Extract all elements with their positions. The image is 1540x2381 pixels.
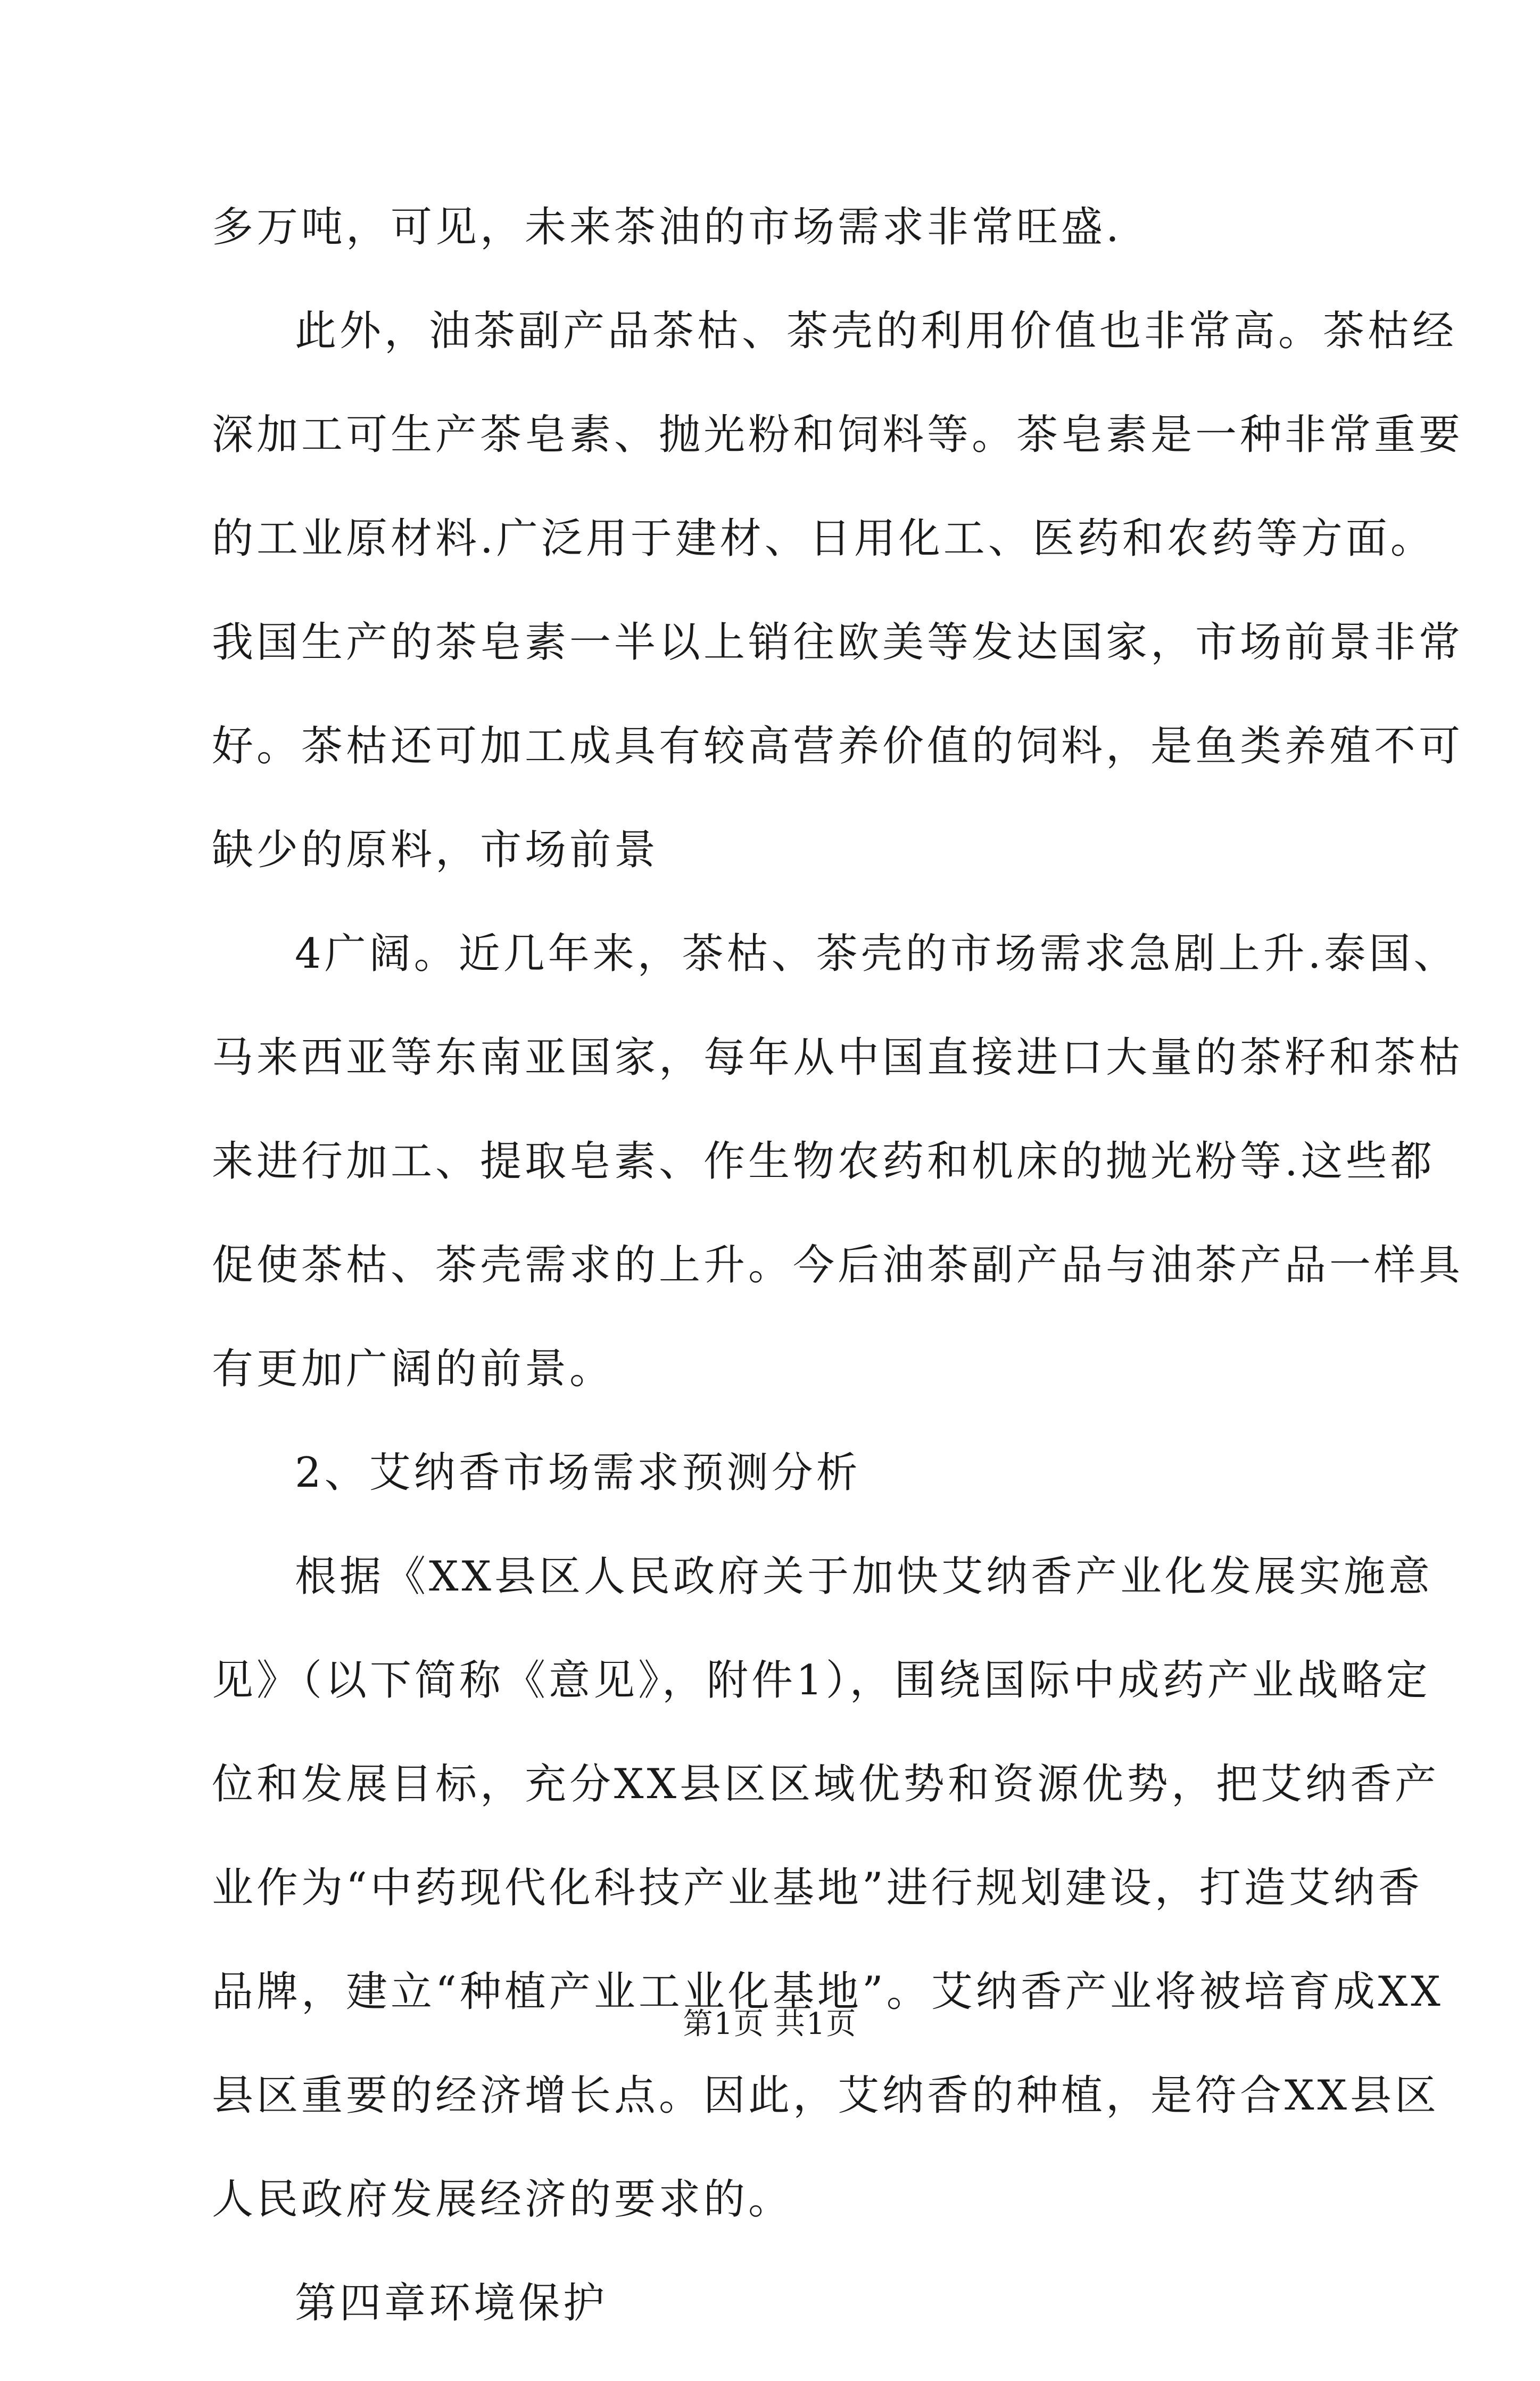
- text-line: 县区重要的经济增长点。因此，艾纳香的种植，是符合XX县区: [212, 2072, 1440, 2120]
- text-line: 此外，油茶副产品茶枯、茶壳的利用价值也非常高。茶枯经: [295, 307, 1458, 355]
- text-line: 多万吨，可见，未来茶油的市场需求非常旺盛.: [212, 203, 1122, 251]
- text-line: 4广阔。近几年来，茶枯、茶壳的市场需求急剧上升.泰国、: [295, 930, 1459, 978]
- text-line: 的工业原材料.广泛用于建材、日用化工、医药和农药等方面。: [212, 515, 1435, 563]
- text-line: 来进行加工、提取皂素、作生物农药和机床的抛光粉等.这些都: [212, 1138, 1435, 1185]
- text-line: 业作为“中药现代化科技产业基地”进行规划建设，打造艾纳香: [212, 1864, 1423, 1912]
- text-line: 2、艾纳香市场需求预测分析: [295, 1449, 861, 1497]
- text-line: 我国生产的茶皂素一半以上销往欧美等发达国家，市场前景非常: [212, 619, 1464, 666]
- text-line: 人民政府发展经济的要求的。: [212, 2176, 793, 2223]
- text-line: 有更加广阔的前景。: [212, 1345, 615, 1393]
- text-line: 品牌，建立“种植产业工业化基地”。艾纳香产业将被培育成XX: [212, 1968, 1444, 2016]
- text-line: 见》（以下简称《意见》，附件1），围绕国际中成药产业战略定: [212, 1657, 1431, 1704]
- text-line: 位和发展目标，充分XX县区区域优势和资源优势，把艾纳香产: [212, 1760, 1440, 1808]
- text-line: 马来西亚等东南亚国家，每年从中国直接进口大量的茶籽和茶枯: [212, 1034, 1464, 1082]
- document-body: [212, 201, 1464, 2381]
- text-line: 根据《XX县区人民政府关于加快艾纳香产业化发展实施意: [295, 1553, 1434, 1601]
- text-line: 缺少的原料，市场前景: [212, 826, 659, 874]
- text-line: 第四章环境保护: [295, 2279, 608, 2327]
- text-line: 促使茶枯、茶壳需求的上升。今后油茶副产品与油茶产品一样具: [212, 1241, 1464, 1289]
- page-footer: 第1页 共1页: [683, 2007, 857, 2041]
- text-line: 好。茶枯还可加工成具有较高营养价值的饲料，是鱼类养殖不可: [212, 722, 1464, 770]
- text-line: 深加工可生产茶皂素、抛光粉和饲料等。茶皂素是一种非常重要: [212, 411, 1464, 459]
